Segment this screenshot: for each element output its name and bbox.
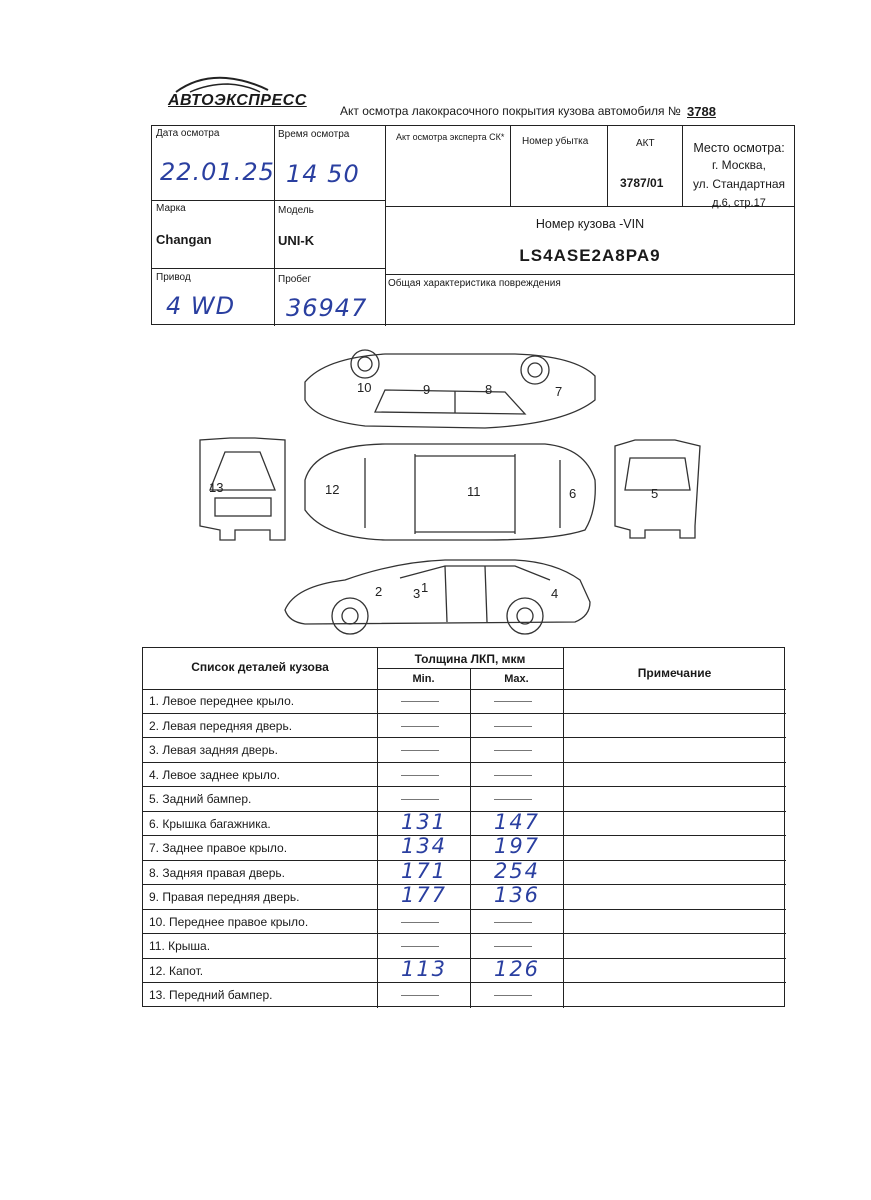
place-label: Место осмотра:: [693, 141, 785, 155]
drive-label: Привод: [156, 272, 191, 283]
zone-label-10: 10: [357, 380, 372, 395]
model-label: Модель: [278, 205, 314, 216]
place-line-2: ул. Стандартная: [692, 177, 786, 191]
act-value: 3787/01: [620, 176, 664, 190]
thickness-min: 131: [400, 809, 448, 834]
zone-label-7: 7: [555, 384, 563, 399]
col-max-header: Max.: [504, 673, 529, 685]
logo-text: АВТОЭКСПРЕСС: [168, 92, 307, 109]
zone-label-5: 5: [651, 486, 659, 501]
table-row: [143, 787, 786, 812]
part-name: 11. Крыша.: [149, 939, 211, 953]
table-row: [143, 910, 786, 935]
empty-dash: [401, 750, 439, 751]
empty-dash: [494, 775, 532, 776]
inspection-info-grid: [151, 125, 795, 325]
part-name: 12. Капот.: [149, 963, 204, 978]
company-logo: [168, 78, 307, 114]
empty-dash: [401, 701, 439, 702]
table-row: [143, 809, 786, 837]
thickness-min: 171: [400, 858, 448, 883]
place-line-1: г. Москва,: [712, 158, 766, 172]
table-row: [143, 956, 786, 984]
zone-label-4: 4: [551, 586, 559, 601]
model-value: UNI-K: [278, 233, 315, 248]
col-min-header: Min.: [412, 673, 435, 685]
table-row: [143, 714, 786, 739]
vin-label: Номер кузова -VIN: [535, 217, 645, 231]
empty-dash: [401, 946, 439, 947]
col-note-header: Примечание: [637, 666, 712, 680]
time-label: Время осмотра: [278, 129, 350, 140]
empty-dash: [401, 726, 439, 727]
empty-dash: [494, 922, 532, 923]
table-row: [143, 885, 786, 910]
part-name: 9. Правая передняя дверь.: [149, 890, 300, 904]
table-row: [143, 738, 786, 763]
time-value: 14 50: [286, 160, 360, 188]
table-row: [143, 763, 786, 788]
loss-number-label: Номер убытка: [522, 136, 589, 147]
drive-value: 4 WD: [166, 292, 236, 320]
part-name: 2. Левая передняя дверь.: [149, 718, 293, 733]
empty-dash: [494, 799, 532, 800]
place-line-3: д.6, стр.17: [712, 197, 766, 209]
zone-label-6: 6: [569, 486, 577, 501]
zone-label-8: 8: [485, 382, 493, 397]
document-number: 3788: [687, 104, 716, 119]
zone-label-2: 2: [375, 584, 383, 599]
empty-dash: [494, 726, 532, 727]
table-row: [143, 934, 786, 959]
empty-dash: [401, 775, 439, 776]
table-row: [143, 983, 786, 1008]
part-name: 5. Задний бампер.: [149, 792, 252, 806]
table-row: [143, 689, 786, 714]
date-value: 22.01.25: [160, 158, 275, 186]
part-name: 6. Крышка багажника.: [149, 816, 271, 831]
empty-dash: [401, 799, 439, 800]
zone-label-12: 12: [325, 482, 340, 497]
col-parts-header: Список деталей кузова: [191, 660, 329, 674]
mileage-label: Пробег: [278, 274, 312, 285]
thickness-min: 113: [400, 956, 448, 981]
thickness-max: 136: [493, 883, 541, 907]
expert-act-label: Акт осмотра эксперта СК*: [396, 132, 505, 142]
thickness-max: 126: [493, 956, 541, 981]
thickness-min: 177: [400, 883, 448, 907]
thickness-min: 134: [400, 834, 448, 858]
zone-label-3: 3: [413, 586, 421, 601]
document-title: Акт осмотра лакокрасочного покрытия кузова автомобиля №: [340, 104, 681, 118]
table-row: [143, 858, 786, 886]
empty-dash: [494, 946, 532, 947]
empty-dash: [494, 750, 532, 751]
zone-label-13: 13: [209, 480, 224, 495]
damage-label: Общая характеристика повреждения: [388, 278, 561, 289]
car-body-diagram: [185, 340, 715, 640]
brand-label: Марка: [156, 203, 186, 214]
thickness-max: 254: [493, 858, 541, 883]
empty-dash: [401, 922, 439, 923]
part-name: 4. Левое заднее крыло.: [149, 767, 280, 782]
part-name: 10. Переднее правое крыло.: [149, 914, 309, 929]
empty-dash: [494, 995, 532, 996]
part-name: 13. Передний бампер.: [149, 988, 273, 1002]
thickness-max: 197: [493, 834, 541, 858]
empty-dash: [401, 995, 439, 996]
zone-label-9: 9: [423, 382, 431, 397]
thickness-max: 147: [493, 809, 541, 834]
mileage-value: 36947: [286, 294, 368, 322]
paint-thickness-table: [142, 647, 785, 1007]
part-name: 7. Заднее правое крыло.: [149, 841, 288, 855]
car-logo-icon: [168, 74, 278, 94]
table-row: [143, 836, 786, 861]
vin-value: LS4ASE2A8PA9: [519, 246, 661, 265]
act-label: АКТ: [636, 138, 655, 149]
zone-label-1: 1: [421, 580, 429, 595]
col-thickness-header: Толщина ЛКП, мкм: [414, 652, 526, 666]
part-name: 3. Левая задняя дверь.: [149, 743, 278, 757]
car-outline-icon: [185, 340, 715, 640]
part-name: 1. Левое переднее крыло.: [149, 694, 295, 708]
brand-value: Changan: [156, 232, 212, 247]
zone-label-11: 11: [467, 484, 481, 499]
part-name: 8. Задняя правая дверь.: [149, 865, 285, 880]
date-label: Дата осмотра: [156, 128, 220, 139]
empty-dash: [494, 701, 532, 702]
